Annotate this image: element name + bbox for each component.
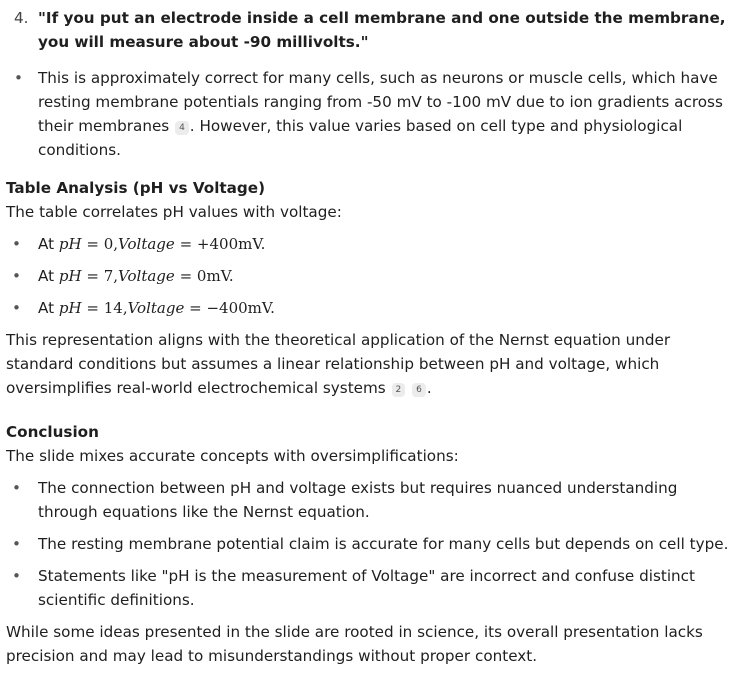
ph-value: 14, — [103, 299, 128, 317]
citation-badge[interactable]: 4 — [175, 121, 189, 135]
voltage-value: −400 — [206, 299, 248, 317]
ph-value: 0, — [103, 235, 119, 253]
equals-sign: = — [86, 299, 99, 317]
list-item — [6, 564, 729, 612]
period: . — [228, 267, 234, 285]
list-item — [6, 532, 729, 556]
bullet-icon: • — [14, 69, 23, 87]
section-intro: The table correlates pH values with voltage: — [6, 203, 342, 221]
section-heading: Conclusion — [6, 423, 99, 441]
item-prefix: At — [38, 299, 55, 317]
voltage-variable: Voltage — [118, 235, 175, 253]
section-heading: Table Analysis (pH vs Voltage) — [6, 179, 266, 197]
list-item — [6, 232, 729, 256]
bullet-icon: • — [12, 235, 21, 253]
equals-sign: = — [86, 235, 99, 253]
equals-sign: = — [179, 267, 193, 285]
sub-bullet — [6, 66, 729, 162]
list-item-text: The resting membrane potential claim is accurate for many cells but depends on cell type. — [38, 535, 729, 553]
bullet-icon: • — [12, 479, 21, 497]
unit: mV — [247, 299, 271, 317]
ph-voltage-list — [6, 232, 729, 320]
paragraph-text: This representation aligns with the theoretical application of the Nernst equation under standard conditions but assumes a linear relationship between pH and voltage, which oversimplifies real-world electrochemical systems — [6, 331, 671, 397]
document — [0, 6, 737, 668]
ph-variable: pH — [58, 267, 82, 285]
item-prefix: At — [38, 267, 55, 285]
list-item-text: Statements like "pH is the measurement of Voltage" are incorrect and confuse distinct scientific definitions. — [38, 567, 695, 609]
slide-quote: "If you put an electrode inside a cell membrane and one outside the membrane, you will measure about -90 millivolts." — [38, 9, 726, 51]
citation-badge[interactable]: 2 — [392, 383, 406, 397]
equals-sign: = — [86, 267, 99, 285]
list-item-4 — [6, 6, 729, 54]
bullet-icon: • — [12, 299, 21, 317]
bullet-icon: • — [12, 267, 21, 285]
bullet-text: This is approximately correct for many cells, such as neurons or muscle cells, which have resting membrane potentials ranging from -50 mV to -100 mV due to ion gradients across their membranes — [38, 69, 723, 135]
list-item — [6, 296, 729, 320]
citation-badge[interactable]: 6 — [412, 383, 426, 397]
unit: mV — [206, 267, 229, 285]
voltage-value: +400 — [196, 235, 239, 253]
equals-sign: = — [189, 299, 202, 317]
math-expression — [59, 267, 234, 285]
conclusion-section — [6, 420, 729, 668]
conclusion-list — [6, 476, 729, 612]
item-prefix: At — [38, 235, 55, 253]
ph-value: 7, — [103, 267, 119, 285]
equals-sign: = — [179, 235, 193, 253]
table-analysis-section — [6, 176, 729, 400]
list-number: 4. — [14, 9, 29, 27]
bullet-icon: • — [12, 535, 21, 553]
bullet-icon: • — [12, 567, 21, 585]
math-expression — [59, 235, 265, 253]
list-item — [6, 264, 729, 288]
period: . — [270, 299, 275, 317]
list-item — [6, 476, 729, 524]
unit: mV — [238, 235, 261, 253]
voltage-value: 0 — [196, 267, 207, 285]
period: . — [260, 235, 266, 253]
bullet-text-end: . However, this value varies based on cell type and physiological conditions. — [38, 117, 683, 159]
section-intro: The slide mixes accurate concepts with oversimplifications: — [6, 447, 459, 465]
list-item-text: The connection between pH and voltage exists but requires nuanced understanding through equations like the Nernst equation. — [38, 479, 678, 521]
period: . — [426, 379, 432, 397]
math-expression — [59, 299, 275, 317]
closing-paragraph: While some ideas presented in the slide are rooted in science, its overall presentation lacks precision and may lead to misunderstandings without proper context. — [6, 623, 703, 665]
voltage-variable: Voltage — [127, 299, 185, 317]
voltage-variable: Voltage — [118, 267, 175, 285]
ph-variable: pH — [58, 299, 82, 317]
analysis-paragraph — [6, 328, 729, 400]
ph-variable: pH — [58, 235, 82, 253]
